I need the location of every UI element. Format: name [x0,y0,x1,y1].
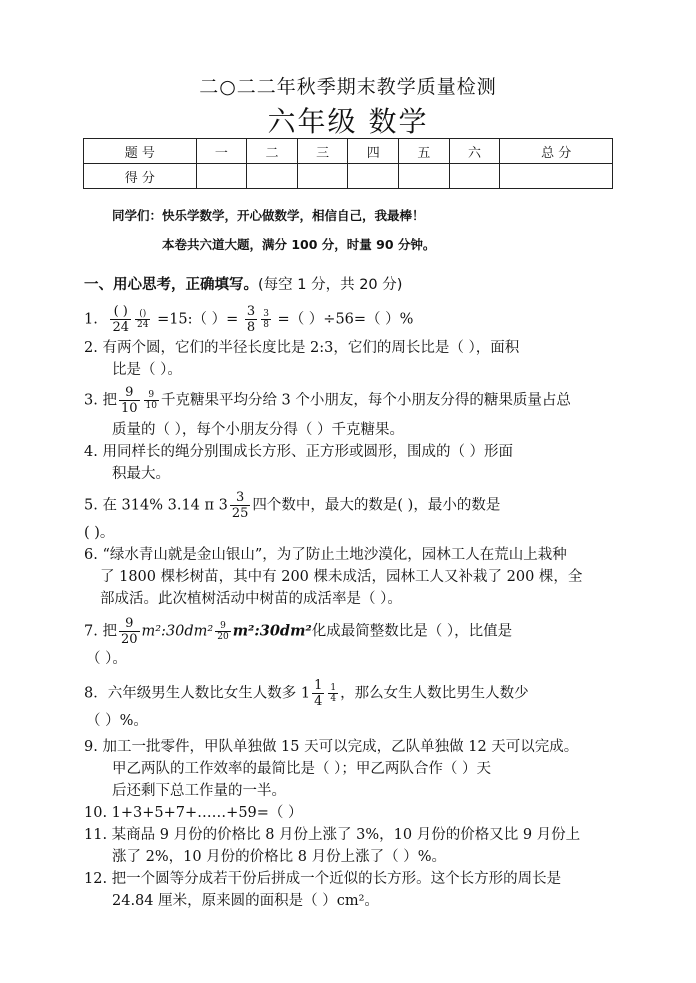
score-input-cell[interactable] [196,164,247,189]
question-text: 8．六年级男生人数比女生人数多 1 [84,685,311,702]
denominator: 4 [314,694,323,709]
score-input-cell[interactable] [348,164,399,189]
score-cell: 四 [348,139,399,164]
fraction-small [215,621,230,642]
numerator: 3 [263,309,269,319]
numerator: 9 [215,621,230,632]
question-5-line-1 [84,490,500,521]
question-text: 3. 把 [84,392,117,409]
question-11-line-1: 11. 某商品 9 月份的价格比 8 月份上涨了 3%，10 月份的价格又比 9 月份上 [84,827,581,843]
score-input-cell[interactable] [297,164,348,189]
denominator: 25 [231,506,249,521]
fraction-small [135,309,150,330]
question-8-line-1 [84,678,529,709]
question-text: 5. 在 314% 3.14 π 3 [84,497,228,514]
denominator: 20 [120,632,138,647]
question-number: 1. [84,311,98,328]
fraction-small [328,683,338,704]
score-input-cell[interactable] [399,164,450,189]
numerator: 1 [314,678,323,693]
fraction [119,616,140,647]
numerator: 9 [144,390,159,401]
score-table [83,138,613,189]
question-text: 四个数中，最大的数是( )，最小的数是 [252,497,501,514]
score-cell: 五 [399,139,450,164]
question-9-line-2: 甲乙两队的工作效率的最简比是（ ）；甲乙两队合作（ ）天 [112,761,491,777]
question-text: =15:（ ）= [157,311,239,328]
question-6-line-3: 部成活。此次植树活动中树苗的成活率是（ ）。 [100,591,402,607]
score-cell: 六 [449,139,500,164]
question-3-line-1 [84,385,571,416]
score-cell: 得 分 [84,164,197,189]
question-7-line-1 [84,616,512,647]
numerator: 9 [119,616,140,632]
fraction-small [261,309,271,330]
question-2-line-1: 2. 有两个圆，它们的半径长度比是 2:3，它们的周长比是（ ），面积 [84,340,520,356]
question-text: m²:30dm² [232,622,312,640]
denominator: 8 [246,320,256,335]
question-text: ，那么女生人数比男生人数少 [340,685,529,702]
question-2-line-2: 比是（ ）。 [112,362,182,378]
score-input-cell[interactable] [247,164,298,189]
score-cell: 二 [247,139,298,164]
exam-note: 本卷共六道大题，满分 100 分，时量 90 分钟。 [162,237,436,252]
numerator: 9 [119,385,140,401]
score-table-score-row [84,164,613,189]
motto-text: 同学们：快乐学数学，开心做数学，相信自己，我最棒！ [112,208,425,223]
denominator: 20 [217,632,229,642]
fraction [312,678,324,709]
score-cell: 三 [297,139,348,164]
numerator: 3 [246,304,256,319]
numerator: 1 [330,683,337,693]
question-text: 化成最简整数比是（ ），比值是 [311,623,513,640]
denominator: 24 [137,320,149,330]
fraction [245,304,257,335]
question-1 [84,304,413,335]
score-input-cell[interactable] [500,164,613,189]
denominator: 24 [112,320,129,335]
question-4-line-2: 积最大。 [112,466,170,482]
question-text: 7. 把 [84,623,117,640]
denominator: 10 [145,401,157,411]
question-10-line-1: 10. 1+3+5+7+……+59=（ ） [84,805,303,821]
score-cell: 题 号 [84,139,197,164]
score-table-header-row [84,139,613,164]
exam-subtitle: 六年级 数学 [267,105,429,138]
score-input-cell[interactable] [449,164,500,189]
numerator: ( ) [110,304,131,320]
question-12-line-1: 12. 把一个圆等分成若干份后拼成一个近似的长方形。这个长方形的周长是 [84,871,562,887]
denominator: 10 [120,401,138,416]
fraction [110,304,131,335]
question-text: m²:30dm² [141,623,214,640]
question-text: 千克糖果平均分给 3 个小朋友，每个小朋友分得的糖果质量占总 [160,392,571,409]
section-scoring: (每空 1 分，共 20 分) [258,277,403,293]
question-7-line-2: （ ）。 [86,651,127,667]
denominator: 8 [263,320,269,330]
question-11-line-2: 涨了 2%，10 月份的价格比 8 月份上涨了（ ）%。 [112,849,447,865]
fraction [230,490,251,521]
score-cell: 总 分 [500,139,613,164]
question-9-line-3: 后还剩下总工作量的一半。 [112,783,286,799]
question-6-line-2: 了 1800 棵杉树苗，其中有 200 棵未成活，园林工人又补栽了 200 棵，全 [100,569,583,585]
denominator: 4 [330,694,337,704]
exam-title: 二○二二年秋季期末教学质量检测 [199,76,497,98]
section-title: 一、用心思考，正确填写。 [84,277,258,293]
question-12-line-2: 24.84 厘米，原来圆的面积是（ ）cm²。 [112,893,379,909]
question-text: =（ ）÷56=（ ）% [277,311,414,328]
section-heading [84,273,402,294]
question-6-line-1: 6. “绿水青山就是金山银山”，为了防止土地沙漠化，园林工人在荒山上栽种 [84,547,567,563]
question-5-line-2: ( )。 [84,525,115,541]
question-8-line-2: （ ）%。 [86,713,148,729]
question-3-line-2: 质量的（ ），每个小朋友分得（ ）千克糖果。 [112,422,404,438]
score-cell: 一 [196,139,247,164]
numerator: () [135,309,150,320]
fraction-small [144,390,159,411]
question-4-line-1: 4. 用同样长的绳分别围成长方形、正方形或圆形，围成的（ ）形面 [84,444,514,460]
fraction [119,385,140,416]
question-9-line-1: 9. 加工一批零件，甲队单独做 15 天可以完成，乙队单独做 12 天可以完成。 [84,739,579,755]
numerator: 3 [230,490,251,506]
